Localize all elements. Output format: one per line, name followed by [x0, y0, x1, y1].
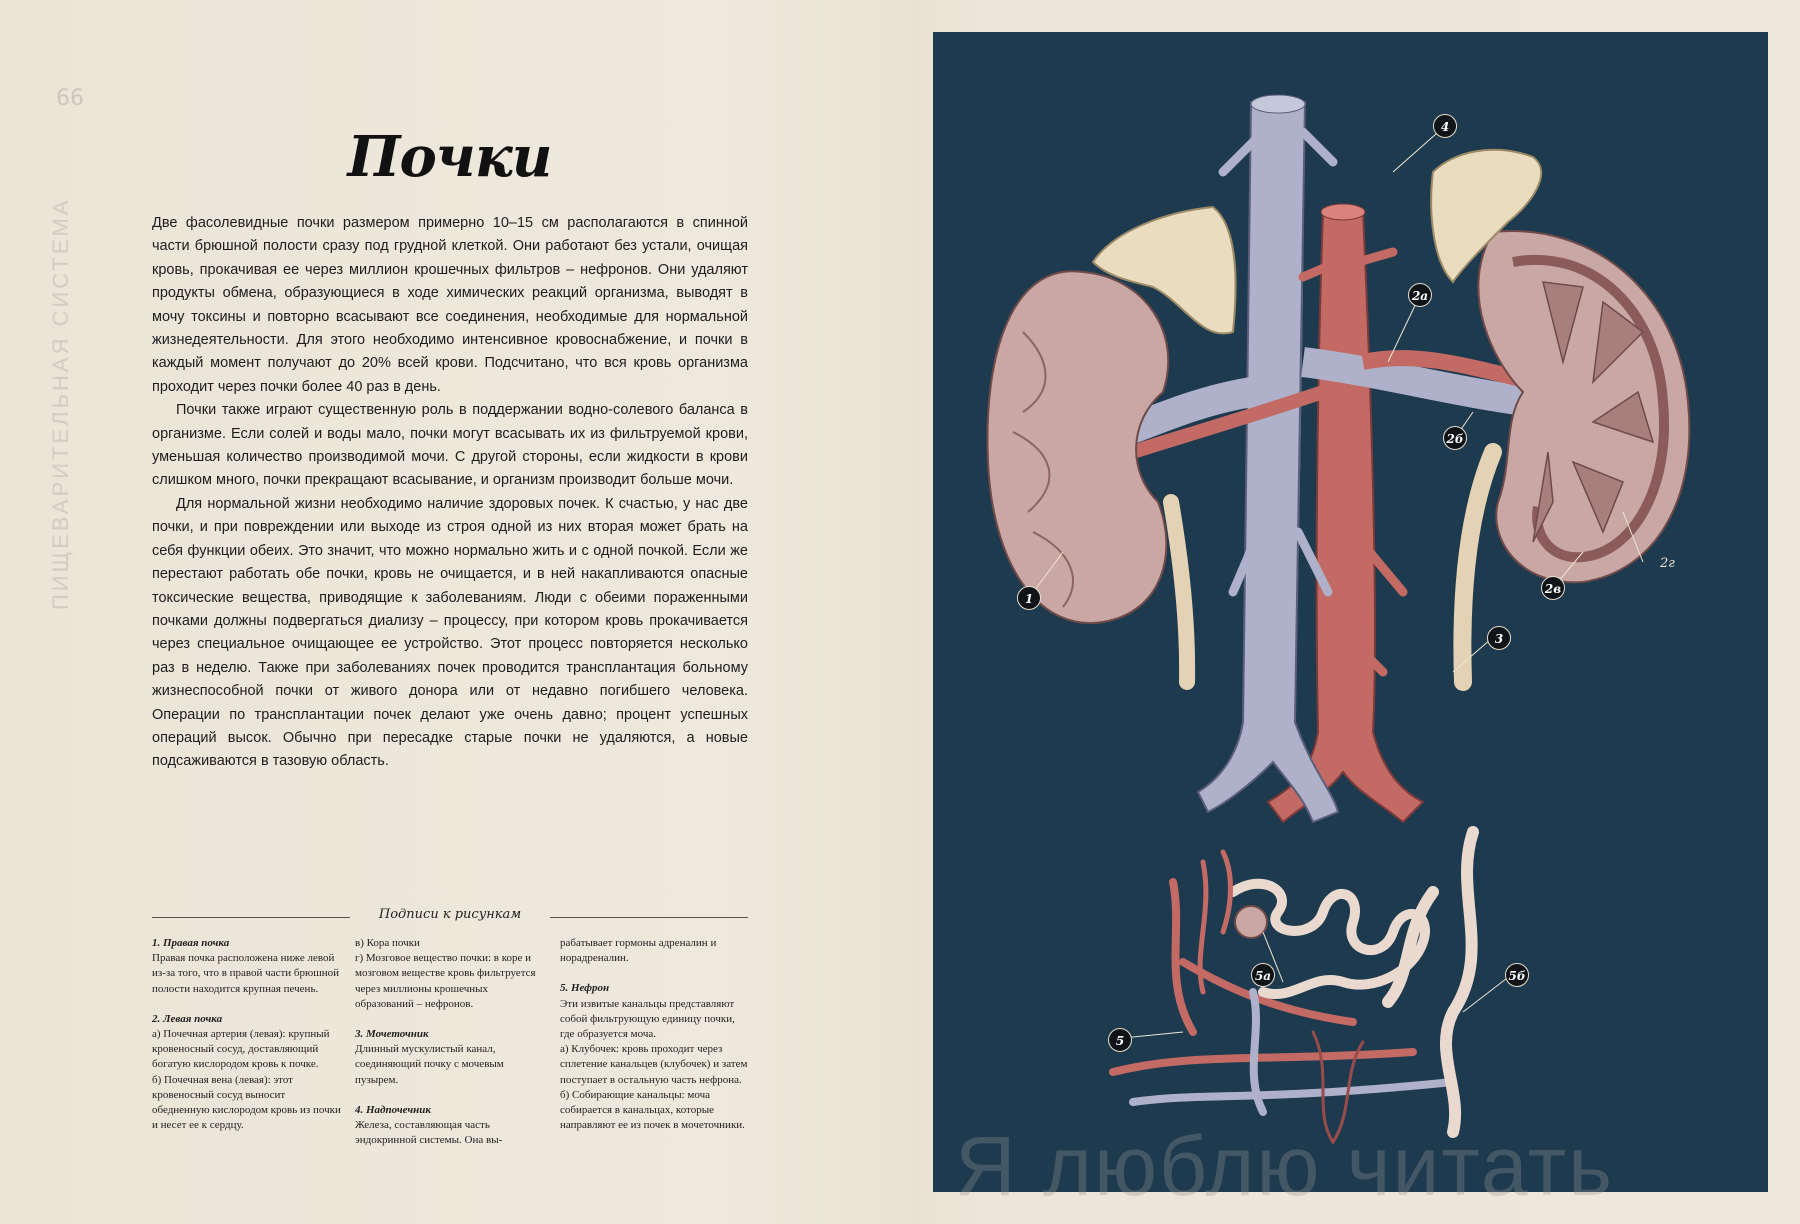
- caption-text: г) Мозговое вещество почки: в коре и мозговом веществе кровь фильтруется через миллионы крошечных образований – нефронов.: [355, 952, 536, 1010]
- nephron-illustration: [1113, 832, 1473, 1142]
- caption-rule-right: [550, 917, 748, 918]
- caption-text: Длинный мускулистый канал, соединяющий почку с мочевым пузырем.: [355, 1043, 504, 1086]
- left-ureter: [1462, 452, 1493, 682]
- watermark: Я люблю читать: [955, 1119, 1615, 1213]
- caption-column-3: [560, 936, 750, 1133]
- label-marker-3: 3: [1487, 626, 1511, 650]
- caption-column-1: [152, 936, 342, 1133]
- caption-text: Железа, составляющая часть эндокринной системы. Она вы-: [355, 1119, 503, 1147]
- caption-text: б) Почечная вена (левая): этот кровеносный сосуд выносит обедненную кислородом кровь из почки и несет ее к сердцу.: [152, 1073, 341, 1132]
- caption-text: Эти извитые канальцы представляют собой фильтрующую единицу почки, где образуется моча.: [560, 997, 735, 1041]
- caption-heading: 3. Мочеточник: [355, 1028, 429, 1041]
- kidney-illustration: [933, 32, 1768, 1192]
- label-marker-4: 4: [1433, 114, 1457, 138]
- glomerulus: [1235, 906, 1267, 938]
- caption-column-2: [355, 936, 545, 1148]
- caption-rule-left: [152, 917, 350, 918]
- paragraph: Почки также играют существенную роль в поддержании водно-солевого баланса в организме. Если солей и воды мало, почки могут всасывать их из фильтруемой крови, уменьшая количество производимой мочи. С другой стороны, если жидкости в крови слишком много, почки прекращают всасывание, и организм производит больше мочи.: [152, 402, 748, 489]
- page-title: Почки: [347, 124, 552, 190]
- label-marker-5: 5: [1108, 1028, 1132, 1052]
- paragraph: Для нормальной жизни необходимо наличие здоровых почек. К счастью, у нас две почки, и при повреждении или выходе из строя одной из них вторая может брать на себя функции обеих. Это значит, что можно нормально жить и с одной почкой. Если же перестают работать обе почки, кровь не очищается, и в ней накапливаются опасные токсические вещества, приводящие к заболеваниям. Люди с обеими пораженными почками должны подвергаться диализу – процессу, при котором кровь прокачивается через специальное очищающее ее устройство. Этот процесс повторяется несколько раз в неделю. Также при заболеваниях почек проводится трансплантация больному жизнеспособной почки от живого донора или от недавно погибшего человека. Операции по трансплантации почек делают уже очень давно; процент успешных операций высок. Обычно при пересадке старые почки не удаляются, а новые подсаживаются в тазовую область.: [152, 495, 748, 770]
- caption-text: б) Собирающие канальцы: моча собирается в канальцах, которые направляют ее из почек в мочеточники.: [560, 1088, 745, 1132]
- caption-text: а) Клубочек: кровь проходит через сплетение канальцев (клубочек) и затем поступает в остальную часть нефрона.: [560, 1043, 748, 1086]
- caption-heading: 1. Правая почка: [152, 937, 230, 949]
- aorta-opening: [1321, 204, 1365, 220]
- vena-cava-opening: [1251, 95, 1305, 113]
- right-ureter: [1171, 502, 1187, 682]
- caption-heading: 2. Левая почка: [152, 1012, 223, 1025]
- label-marker-1: 1: [1017, 586, 1041, 610]
- caption-text: а) Почечная артерия (левая): крупный кровеносный сосуд, доставляющий богатую кислородом кровь к почке.: [152, 1028, 330, 1071]
- label-marker-2v: 2в: [1541, 576, 1565, 600]
- body-text: [152, 212, 748, 774]
- label-marker-5a: 5а: [1251, 963, 1275, 987]
- caption-text: Правая почка расположена ниже левой из-за того, что в правой части брюшной полости находится крупная печень.: [152, 952, 339, 995]
- label-2g: 2г: [1660, 556, 1675, 571]
- captions-heading: Подписи к рисункам: [378, 907, 522, 922]
- caption-text: рабатывает гормоны адреналин и норадреналин.: [560, 937, 717, 965]
- caption-heading: 5. Нефрон: [560, 982, 610, 995]
- label-marker-2a: 2а: [1408, 283, 1432, 307]
- anatomy-plate: [933, 32, 1768, 1192]
- caption-text: в) Кора почки: [355, 937, 420, 949]
- label-marker-2b: 2б: [1443, 426, 1467, 450]
- caption-heading: 4. Надпочечник: [355, 1103, 431, 1116]
- paragraph: Две фасолевидные почки размером примерно 10–15 см располагаются в спинной части брюшной полости сразу под грудной клеткой. Они работают без устали, очищая кровь, прокачивая ее через миллион крошечных фильтров – нефронов. Они удаляют продукты обмена, образующиеся в ходе химических реакций организма, выводят в мочу токсины и повторно всасывают все соединения, необходимые для нормальной жизнедеятельности. Для этого необходимо интенсивное кровоснабжение, и почки в каждый момент получают до 20% всей крови. Подсчитано, что вся кровь организма проходит через почки более 40 раз в день.: [152, 215, 748, 395]
- section-title-vertical: ПИЩЕВАРИТЕЛЬНАЯ СИСТЕМА: [48, 197, 73, 610]
- page-number: 66: [56, 86, 84, 111]
- label-marker-5b: 5б: [1505, 963, 1529, 987]
